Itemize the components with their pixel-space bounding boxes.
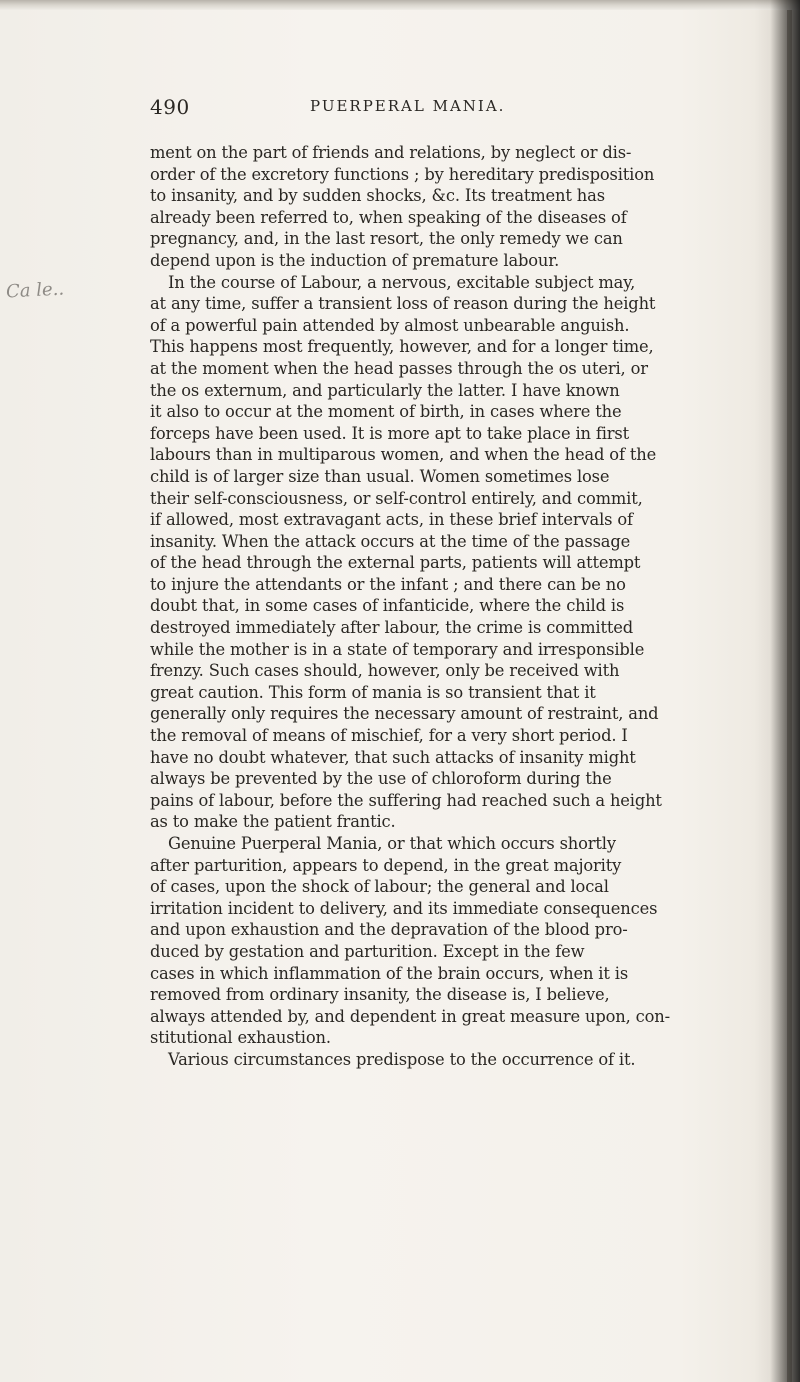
page-number: 490: [150, 95, 190, 119]
page-binding-edge: [787, 10, 792, 1382]
text-line: after parturition, appears to depend, in the great majority: [150, 855, 622, 875]
body-text: [150, 142, 790, 1071]
text-line: labours than in multiparous women, and when the head of the: [150, 445, 657, 465]
text-line: great caution. This form of mania is so transient that it: [150, 682, 596, 702]
text-line: generally only requires the necessary amount of restraint, and: [150, 704, 659, 724]
text-line: and upon exhaustion and the depravation of the blood pro-: [150, 920, 628, 940]
text-line: to insanity, and by sudden shocks, &c. Its treatment has: [150, 186, 605, 206]
text-line: as to make the patient frantic.: [150, 812, 396, 832]
margin-annotation: Ca le..: [5, 278, 65, 303]
page-gutter-shadow: [754, 0, 800, 1382]
text-line: destroyed immediately after labour, the crime is committed: [150, 618, 634, 638]
paragraph-start: Genuine Puerperal Mania, or that which occurs shortly: [168, 834, 616, 853]
text-line: at the moment when the head passes through the os uteri, or: [150, 358, 648, 378]
text-line: doubt that, in some cases of infanticide, where the child is: [150, 596, 625, 616]
paragraph-start: Various circumstances predispose to the occurrence of it.: [168, 1049, 636, 1069]
running-head: PUERPERAL MANIA.: [310, 97, 506, 115]
page-header: [150, 95, 750, 125]
text-line: always attended by, and dependent in great measure upon, con-: [150, 1006, 670, 1026]
text-line: of the head through the external parts, patients will attempt: [150, 553, 641, 573]
text-line: irritation incident to delivery, and its immediate consequences: [150, 898, 658, 918]
text-line: at any time, suffer a transient loss of reason during the height: [150, 294, 656, 314]
paragraph-start: In the course of Labour, a nervous, excitable subject may,: [168, 272, 636, 292]
text-line: duced by gestation and parturition. Except in the few: [150, 941, 585, 961]
text-line: already been referred to, when speaking of the diseases of: [150, 207, 627, 227]
page-top-edge: [0, 0, 800, 10]
text-line: pains of labour, before the suffering had reached such a height: [150, 790, 662, 810]
text-line: cases in which inflammation of the brain occurs, when it is: [150, 963, 629, 983]
text-line: depend upon is the induction of premature labour.: [150, 250, 560, 270]
text-line: forceps have been used. It is more apt to take place in first: [150, 423, 630, 443]
text-line: of cases, upon the shock of labour; the general and local: [150, 877, 609, 897]
text-line: the os externum, and particularly the latter. I have known: [150, 380, 620, 400]
text-line: while the mother is in a state of temporary and irresponsible: [150, 639, 645, 659]
text-line: the removal of means of mischief, for a very short period. I: [150, 726, 628, 746]
text-line: of a powerful pain attended by almost unbearable anguish.: [150, 315, 630, 335]
text-line: ment on the part of friends and relations, by neglect or dis-: [150, 143, 632, 162]
text-line: it also to occur at the moment of birth, in cases where the: [150, 402, 622, 422]
text-line: child is of larger size than usual. Women sometimes lose: [150, 466, 610, 486]
text-line: their self-consciousness, or self-control entirely, and commit,: [150, 488, 643, 508]
text-line: insanity. When the attack occurs at the time of the passage: [150, 531, 631, 551]
text-line: if allowed, most extravagant acts, in these brief intervals of: [150, 510, 633, 530]
text-line: pregnancy, and, in the last resort, the only remedy we can: [150, 229, 623, 249]
text-line: This happens most frequently, however, and for a longer time,: [150, 337, 654, 357]
text-line: to injure the attendants or the infant ; and there can be no: [150, 574, 626, 594]
text-line: have no doubt whatever, that such attacks of insanity might: [150, 747, 636, 767]
text-line: order of the excretory functions ; by hereditary predisposition: [150, 164, 655, 184]
text-line: always be prevented by the use of chloroform during the: [150, 769, 612, 789]
text-line: stitutional exhaustion.: [150, 1028, 331, 1048]
text-line: frenzy. Such cases should, however, only be received with: [150, 661, 620, 681]
text-line: removed from ordinary insanity, the disease is, I believe,: [150, 985, 610, 1005]
